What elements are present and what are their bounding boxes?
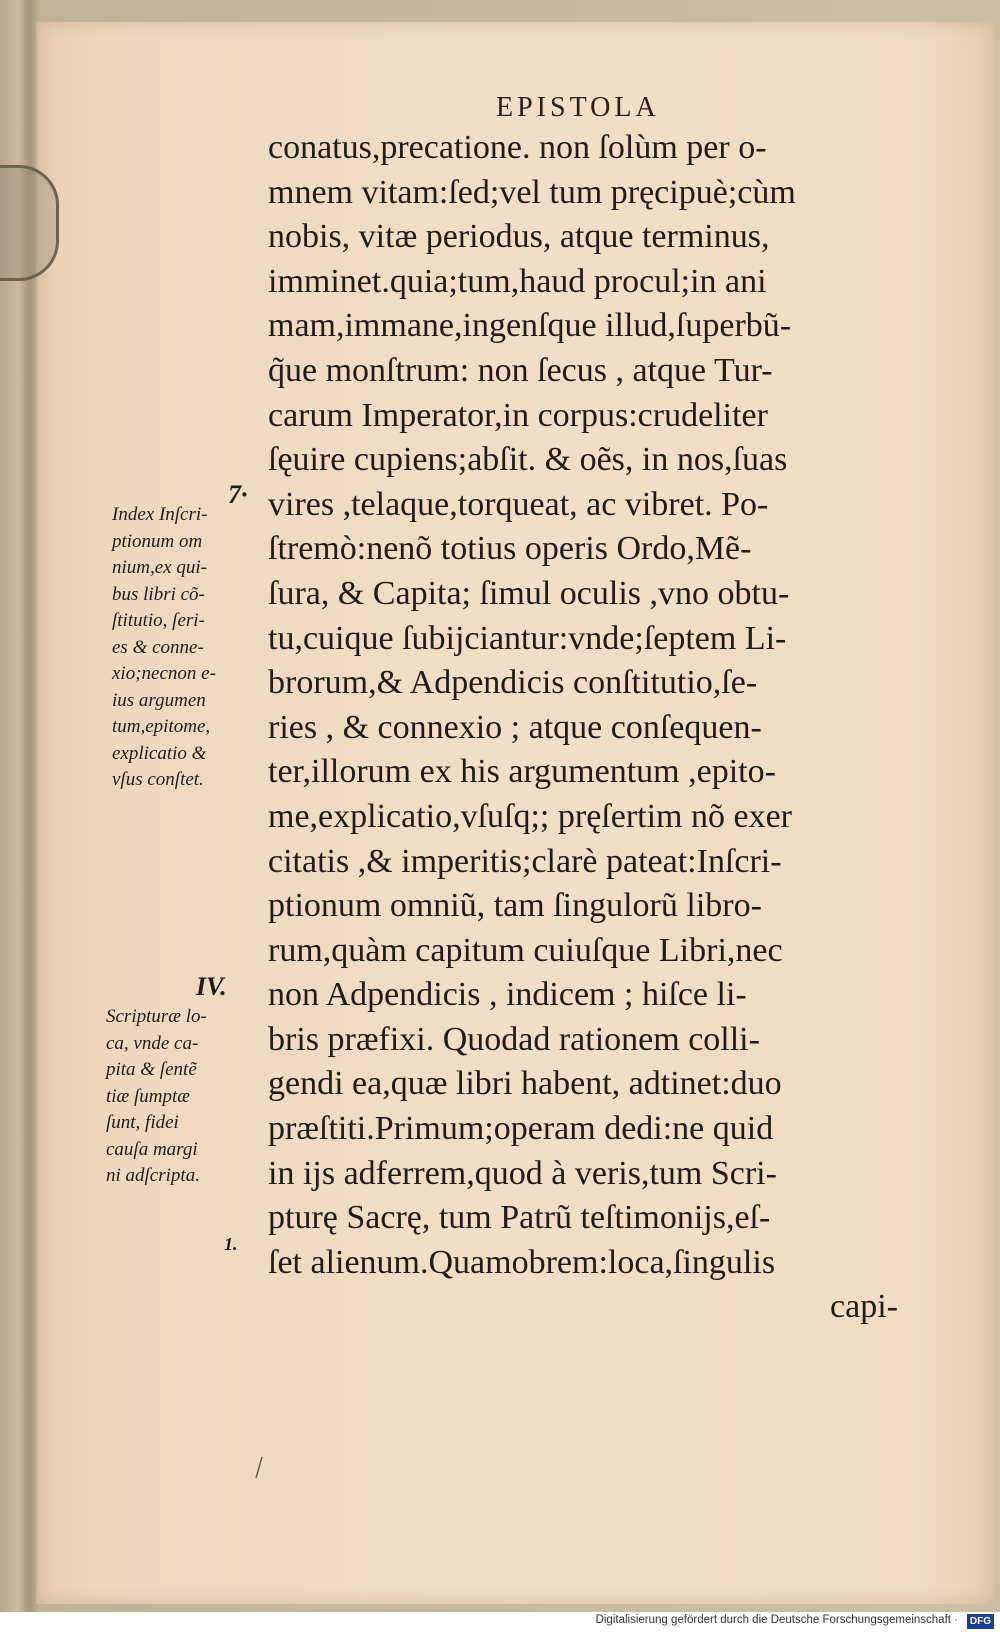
- gloss-line: ca, vnde ca-: [106, 1032, 199, 1054]
- gloss-line: cauſa margi: [106, 1138, 198, 1160]
- text-line: gendi ea,quæ libri habent, adtinet:duo: [268, 1065, 782, 1103]
- text-line: præſtiti.Primum;operam dedi:ne quid: [268, 1110, 774, 1148]
- gloss-line: Scripturæ lo-: [106, 1006, 207, 1027]
- text-line: ſtremò:nenõ totius operis Ordo,Mẽ-: [268, 530, 752, 568]
- text-line: citatis ,& imperitis;clarè pateat:Inſcri-: [268, 842, 782, 880]
- text-line: ptionum omniũ, tam ſingulorũ libro-: [268, 887, 762, 925]
- gloss-line: explicatio &: [112, 742, 207, 764]
- gloss-line: bus libri cõ-: [112, 583, 205, 605]
- gloss-line: nium,ex qui-: [112, 557, 207, 578]
- text-line: non Adpendicis , indicem ; hiſce li-: [268, 976, 747, 1014]
- gloss-line: es & conne-: [112, 636, 204, 658]
- text-line: rum,quàm capitum cuiuſque Libri,nec: [268, 931, 783, 969]
- gloss-line: tiæ ſumptæ: [106, 1085, 190, 1107]
- text-line: nobis, vitæ periodus, atque terminus,: [268, 218, 770, 256]
- gloss-line: ni adſcripta.: [106, 1165, 200, 1186]
- gloss-line: ſunt, fidei: [106, 1112, 179, 1133]
- text-line: in ijs adferrem,quod à veris,tum Scri-: [268, 1154, 777, 1192]
- text-line: ter,illorum ex his argumentum ,epito-: [268, 753, 776, 791]
- catchword: capi-: [830, 1288, 898, 1326]
- pencil-mark: [252, 1456, 266, 1480]
- text-line: ſura, & Capita; ſimul oculis ,vno obtu-: [268, 574, 790, 612]
- gloss-line: vſus conſtet.: [112, 769, 204, 790]
- text-line: ries , & connexio ; atque conſequen-: [268, 708, 762, 746]
- text-line: q̃ue monſtrum: non ſecus , atque Tur-: [268, 351, 773, 389]
- text-line: brorum,& Adpendicis conſtitutio,ſe-: [268, 664, 758, 702]
- dfg-logo: DFG: [967, 1614, 994, 1629]
- running-head: EPISTOLA: [496, 92, 660, 123]
- text-line: vires ,telaque,torqueat, ac vibret. Po-: [268, 485, 769, 523]
- text-line: pturę Sacrę, tum Patrũ teſtimonijs,eſ-: [268, 1199, 771, 1237]
- text-line: mam,immane,ingenſque illud,ſuperbũ-: [268, 307, 792, 345]
- margin-number-7: 7·: [228, 480, 248, 509]
- gloss-line: ptionum om: [112, 530, 203, 552]
- marginal-gloss-scripture: [106, 1004, 207, 1190]
- marginal-gloss-index: [112, 502, 216, 794]
- margin-number-iv: IV.: [196, 972, 227, 1001]
- gloss-line: tum,epitome,: [112, 716, 211, 737]
- book-clasp: [0, 165, 59, 281]
- text-line: ſęuire cupiens;abſit. & oẽs, in nos,ſuas: [268, 441, 788, 479]
- text-line: mnem vitam:ſed;vel tum pręcipuè;cùm: [268, 173, 796, 211]
- footer-credit: Digitalisierung gefördert durch die Deutsche Forschungsgemeinschaft ·: [595, 1614, 958, 1626]
- text-line: carum Imperator,in corpus:crudeliter: [268, 396, 768, 434]
- gloss-line: Index Inſcri-: [112, 504, 208, 525]
- text-line: bris præfixi. Quodad rationem colli-: [268, 1020, 760, 1058]
- gloss-line: ius argumen: [112, 689, 206, 711]
- gloss-line: xio;necnon e-: [112, 663, 216, 684]
- text-line: imminet.quia;tum,haud procul;in ani: [268, 262, 767, 300]
- text-line: tu,cuique ſubijciantur:vnde;ſeptem Li-: [268, 619, 787, 657]
- body-text: [268, 126, 898, 1330]
- text-line: conatus,precatione. non ſolùm per o-: [268, 129, 767, 166]
- text-line: ſet alienum.Quamobrem:loca,ſingulis: [268, 1243, 776, 1281]
- margin-number-1: 1.: [224, 1234, 238, 1254]
- gloss-line: ſtitutio, ſeri-: [112, 610, 205, 631]
- gloss-line: pita & ſentẽ: [106, 1059, 197, 1080]
- text-line: me,explicatio,vſuſq;; pręſertim nõ exer: [268, 797, 792, 835]
